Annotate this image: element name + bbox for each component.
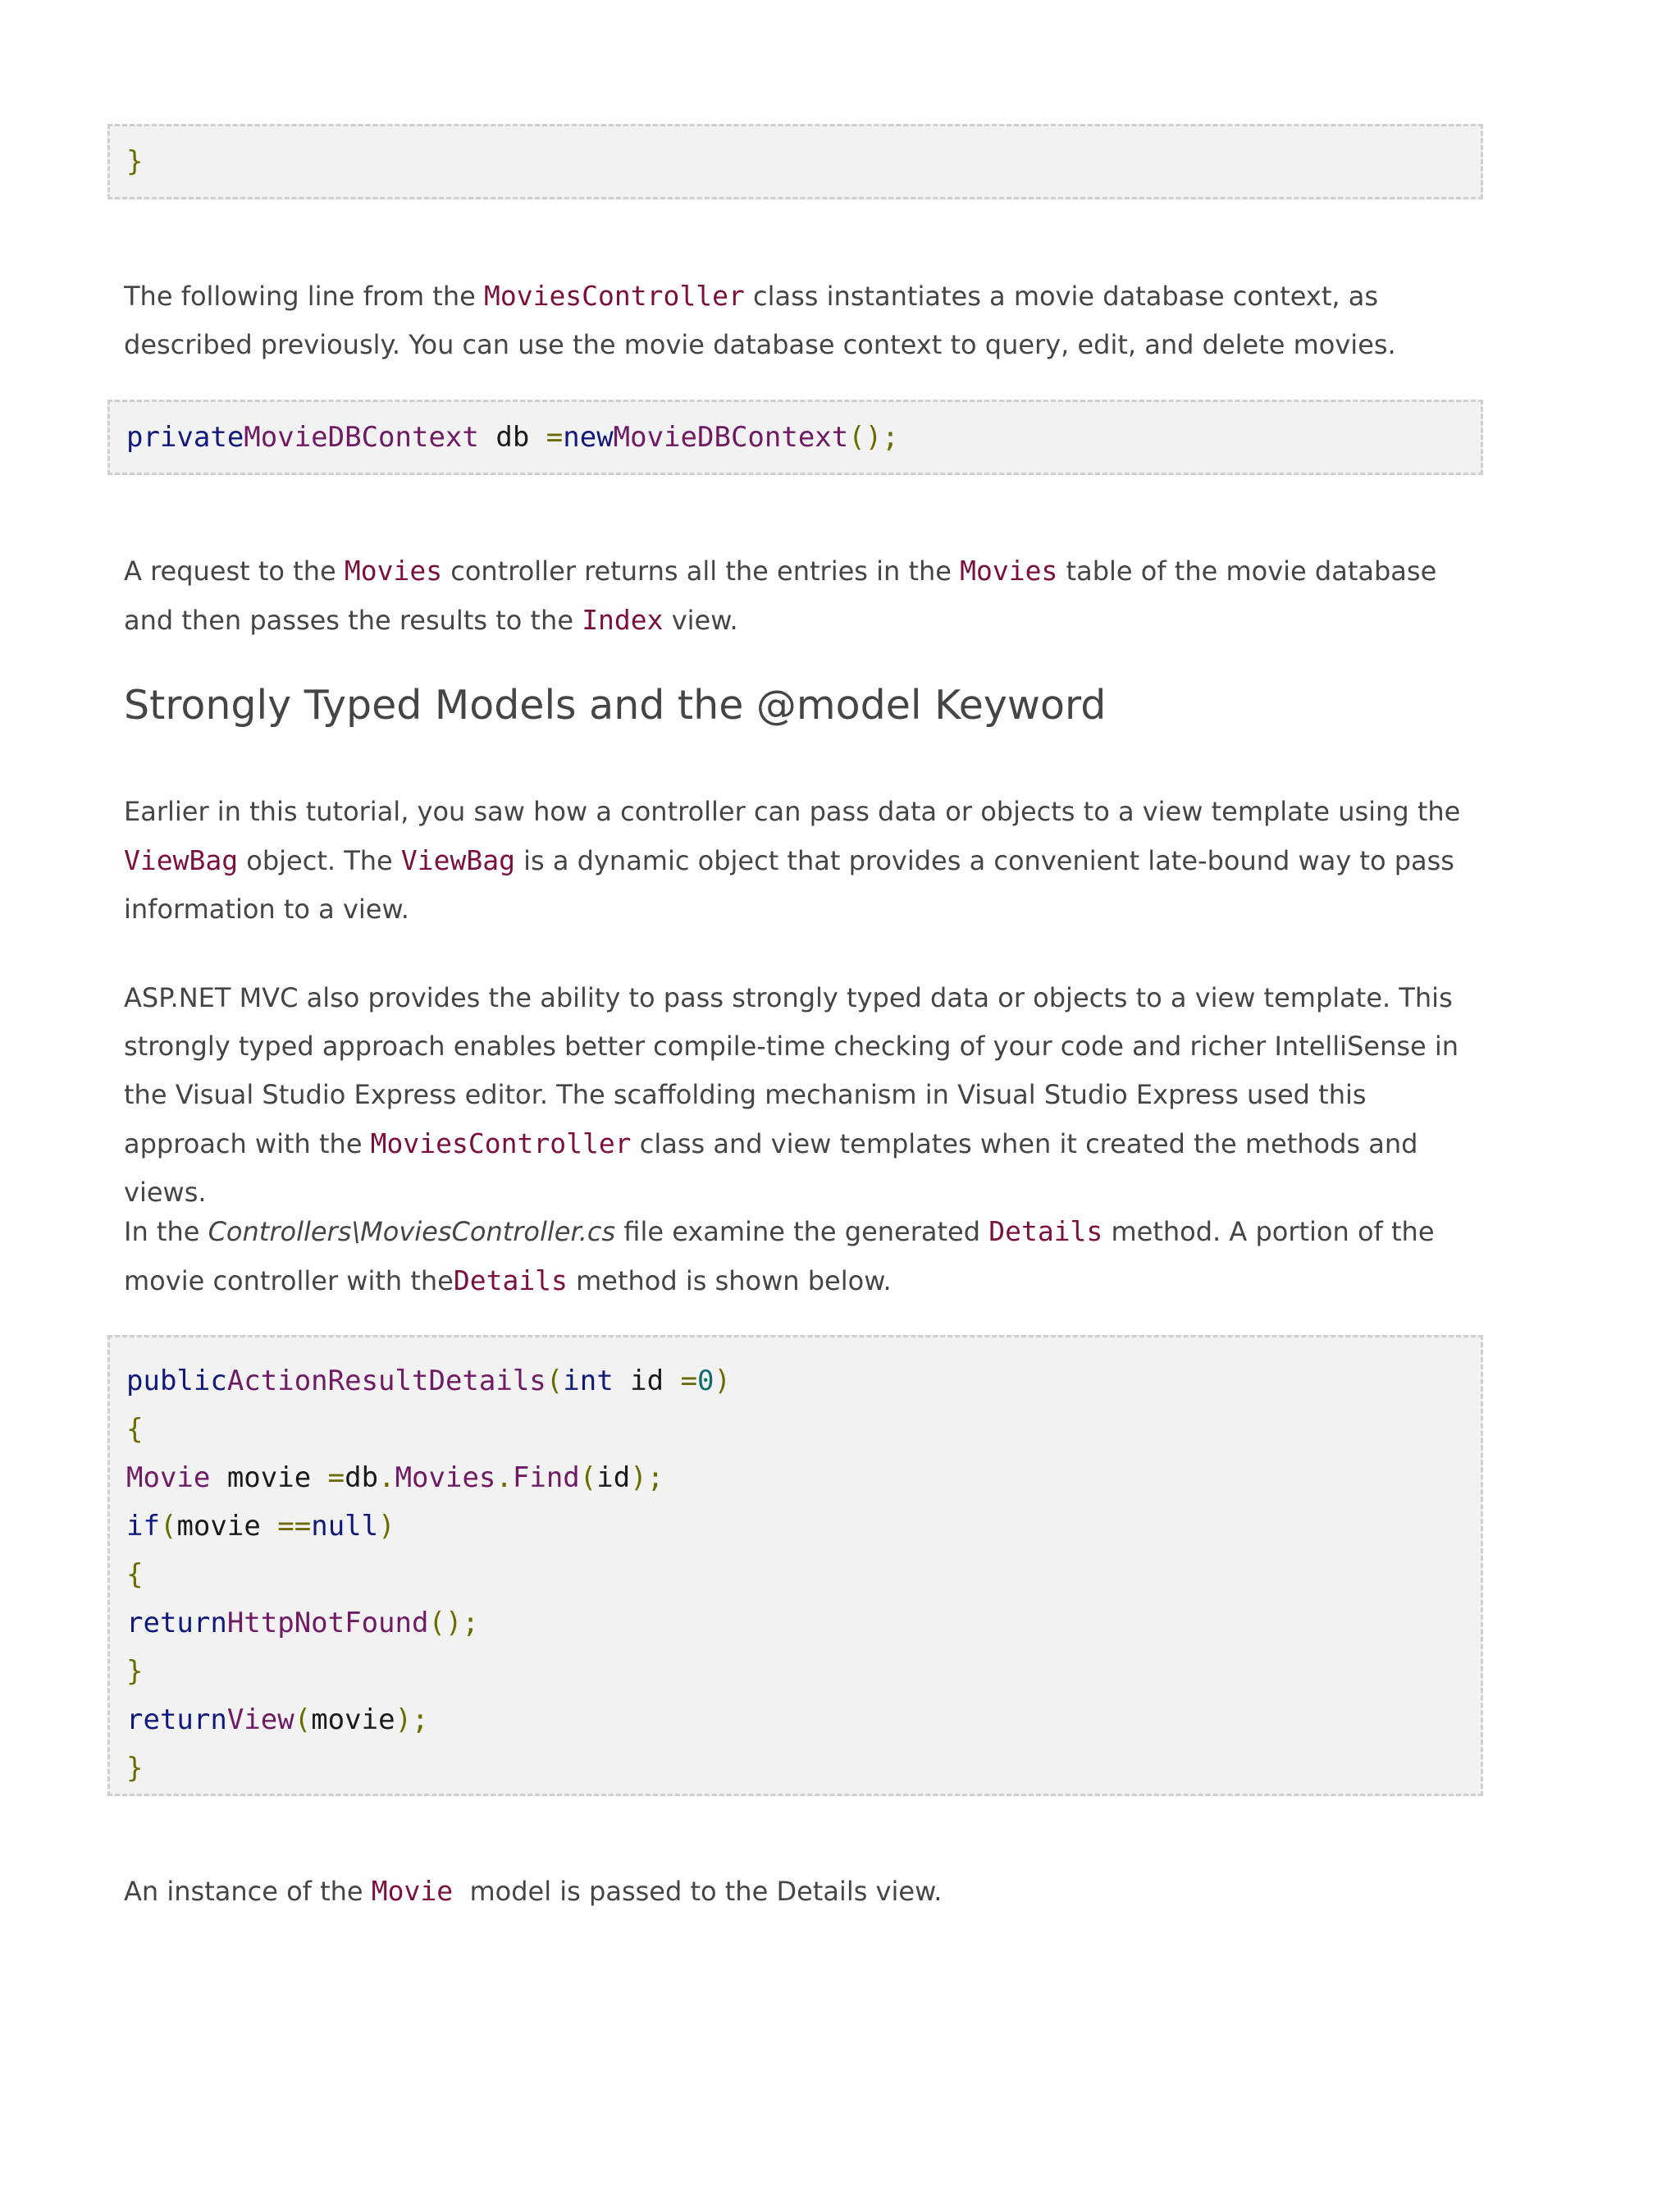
code-token: MovieDBContext [244,421,479,454]
code-token: = [546,421,564,454]
code-token: return [126,1607,227,1639]
text-run: class instantiates a movie database context, as described previously. You can use the movie database context to query, edit, and delete movies. [124,281,1396,360]
paragraph-viewbag [124,788,1486,934]
inline-code-index: Index [582,604,664,636]
code-block-dbcontext [107,400,1483,475]
text-run: An instance of the [124,1876,372,1907]
code-token: ) [714,1365,732,1397]
text-run: view. [663,605,738,636]
inline-code-details: Details [453,1264,568,1296]
text-run: method. A portion of the movie controller with the [124,1216,1435,1296]
text-run: model is passed to the Details view. [453,1876,943,1907]
paragraph-details-method [124,1207,1486,1305]
code-token: private [126,421,244,454]
code-token: Find [512,1461,580,1494]
paragraph-strongly-typed [124,974,1486,1217]
code-line [126,414,1481,462]
code-line [126,1454,1481,1502]
code-token: Movies [395,1461,496,1494]
code-token: (); [428,1607,479,1639]
text-run: is a dynamic object that provides a convenient late-bound way to pass information to a view. [124,845,1454,925]
code-token: movie [311,1703,395,1736]
code-line [126,1696,1481,1744]
text-run: A request to the [124,555,345,587]
code-token: id [613,1365,681,1397]
inline-code-movie: Movie [371,1875,454,1907]
code-block-closing-brace [107,124,1483,199]
text-run: In the [124,1216,208,1247]
paragraph-movies-request [124,546,1486,645]
code-line [126,1744,1481,1793]
code-token: ( [579,1461,597,1494]
code-token: Details [428,1365,546,1397]
code-line [126,1357,1481,1406]
inline-code-moviescontroller: MoviesController [483,280,745,312]
text-run: controller returns all the entries in the [442,555,961,587]
code-token: (); [848,421,899,454]
inline-code-viewbag: ViewBag [400,844,515,876]
code-token: id [596,1461,631,1494]
inline-code-movies: Movies [344,555,443,587]
code-token: return [126,1703,227,1736]
code-token: db [345,1461,379,1494]
text-run: file examine the generated [615,1216,989,1247]
text-run: table of the movie database and then passes the results to the [124,555,1437,636]
code-token: View [226,1703,294,1736]
code-line [126,1648,1481,1696]
code-token: = [327,1461,345,1494]
text-run: ASP.NET MVC also provides the ability to pass strongly typed data or objects to a view template. This strongly typed approach enables better compile-time checking of your code and richer IntelliSense in the Visual Studio Express editor. The scaffolding mechanism in Visual Studio Express used this approach with the [124,982,1459,1159]
code-token: Movie [126,1461,211,1494]
code-token: HttpNotFound [226,1607,429,1639]
code-token: 0 [697,1365,714,1397]
inline-code-viewbag: ViewBag [124,844,239,876]
code-token: } [126,1752,144,1785]
code-block-details-method [107,1335,1483,1796]
code-token: ) [378,1510,395,1543]
code-token: ( [546,1365,564,1397]
code-line [126,1599,1481,1648]
code-token: null [311,1510,379,1543]
code-token: movie [210,1461,328,1494]
inline-code-moviescontroller: MoviesController [370,1127,632,1159]
italic-file-path: Controllers\MoviesController.cs [208,1216,616,1247]
code-token: int [563,1365,614,1397]
code-token: public [126,1365,227,1397]
code-token: ); [395,1703,429,1736]
text-run: class and view templates when it created the methods and views. [124,1128,1418,1208]
code-token: == [277,1510,312,1543]
text-run: Earlier in this tutorial, you saw how a controller can pass data or objects to a view template using the [124,796,1461,827]
text-run: method is shown below. [567,1265,892,1296]
section-heading: Strongly Typed Models and the @model Keyword [124,682,1107,729]
code-token: ( [159,1510,177,1543]
code-token: { [126,1558,144,1591]
code-token: ActionResult [226,1365,429,1397]
inline-code-movies: Movies [960,555,1058,587]
code-token: ( [294,1703,312,1736]
code-line [126,1406,1481,1454]
code-line [126,1551,1481,1599]
code-token: . [378,1461,395,1494]
code-token: if [126,1510,160,1543]
code-line [126,138,1481,186]
code-token: . [495,1461,513,1494]
code-token: new [563,421,614,454]
paragraph-movie-instance [124,1867,1486,1916]
code-token: ); [630,1461,664,1494]
code-token: = [680,1365,698,1397]
code-token: } [126,1655,144,1688]
code-token: db [478,421,546,454]
text-run: object. The [238,845,401,876]
code-token: movie [176,1510,278,1543]
code-token: { [126,1413,144,1446]
code-line [126,1502,1481,1551]
code-token: MovieDBContext [613,421,849,454]
code-token: } [126,145,144,178]
paragraph-dbcontext-intro [124,272,1486,369]
inline-code-details: Details [988,1215,1103,1247]
text-run: The following line from the [124,281,484,312]
